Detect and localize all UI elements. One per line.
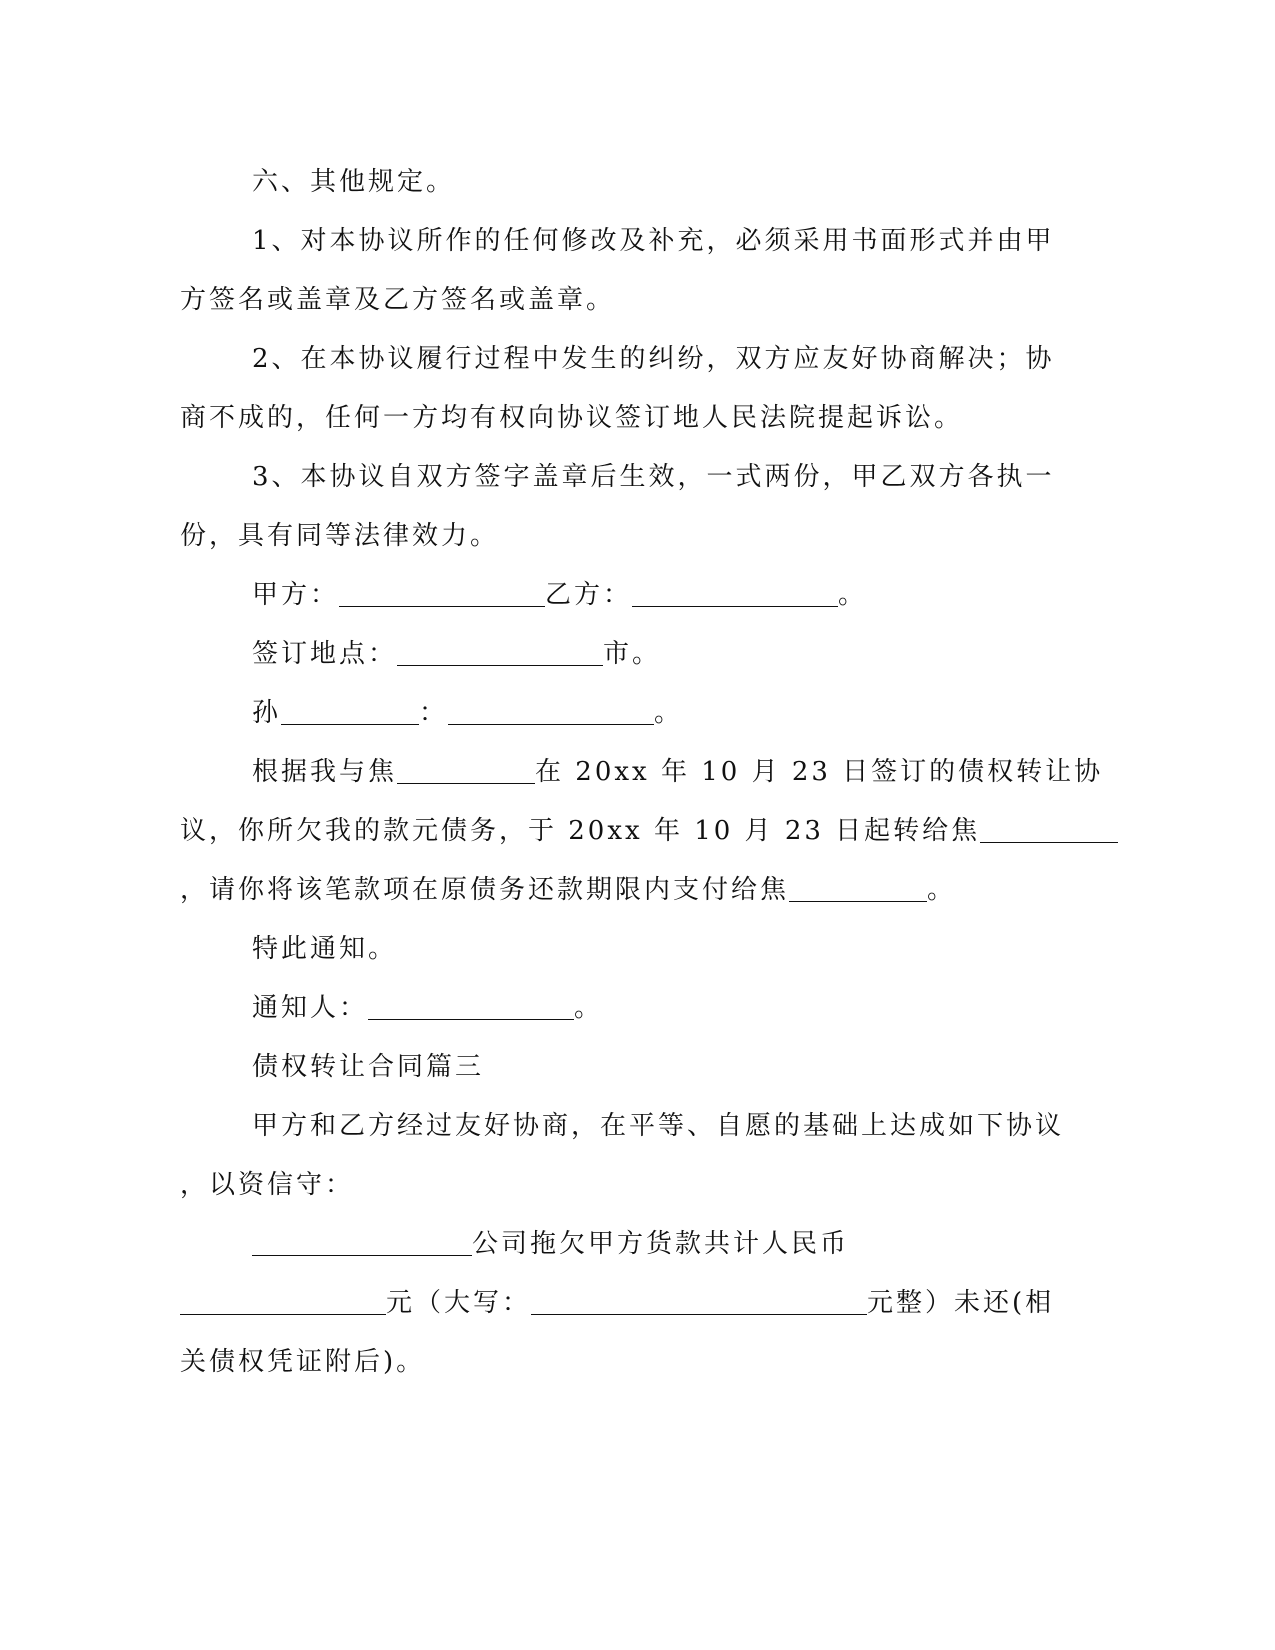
amount-in-words-blank[interactable]	[531, 1288, 867, 1315]
location-blank[interactable]	[397, 639, 603, 666]
party-b-label: 乙方：	[545, 580, 633, 610]
notifier-label: 通知人：	[252, 993, 369, 1023]
notice-line: ，请你将该笔款项在原债务还款期限内支付给焦 。	[180, 875, 957, 905]
signature-line: 甲方： 乙方： 。	[252, 580, 868, 610]
sun-line: 孙 ： 。	[252, 698, 684, 728]
notice-line: 议，你所欠我的款元债务，于 20xx 年 10 月 23 日起转给焦	[180, 814, 1118, 848]
debt-line: 关债权凭证附后)。	[180, 1347, 426, 1377]
notice-line: 根据我与焦 在 20xx 年 10 月 23 日签订的债权转让协	[252, 757, 1104, 787]
jiao-name-blank[interactable]	[397, 757, 535, 784]
party-a-label: 甲方：	[252, 580, 340, 610]
sun-value-blank[interactable]	[448, 698, 654, 725]
sun-name-blank[interactable]	[281, 698, 419, 725]
party-a-blank[interactable]	[339, 580, 545, 607]
company-name-blank[interactable]	[252, 1229, 472, 1256]
transferee-blank[interactable]	[980, 816, 1118, 843]
notifier-line: 通知人： 。	[252, 993, 604, 1023]
section-heading: 六、其他规定。	[252, 167, 456, 197]
paragraph-line: 方签名或盖章及乙方签名或盖章。	[180, 285, 616, 315]
party-b-blank[interactable]	[632, 580, 838, 607]
location-label: 签订地点：	[252, 639, 398, 669]
notifier-blank[interactable]	[368, 993, 574, 1020]
paragraph-line: 份，具有同等法律效力。	[180, 521, 500, 551]
payee-blank[interactable]	[789, 875, 927, 902]
paragraph-line: 1、对本协议所作的任何修改及补充，必须采用书面形式并由甲	[252, 226, 1055, 256]
location-line: 签订地点： 市。	[252, 639, 662, 669]
paragraph-line: ，以资信守：	[180, 1170, 355, 1200]
paragraph-line: 商不成的，任何一方均有权向协议签订地人民法院提起诉讼。	[180, 403, 964, 433]
debt-line: 元（大写： 元整）未还(相	[180, 1286, 1054, 1320]
debt-line: 公司拖欠甲方货款共计人民币	[252, 1227, 849, 1261]
paragraph-line: 2、在本协议履行过程中发生的纠纷，双方应友好协商解决；协	[252, 344, 1055, 374]
amount-blank[interactable]	[180, 1288, 386, 1315]
contract-title: 债权转让合同篇三	[252, 1052, 485, 1082]
paragraph-line: 甲方和乙方经过友好协商，在平等、自愿的基础上达成如下协议	[252, 1111, 1065, 1141]
notice-closing: 特此通知。	[252, 934, 398, 964]
paragraph-line: 3、本协议自双方签字盖章后生效，一式两份，甲乙双方各执一	[252, 462, 1055, 492]
